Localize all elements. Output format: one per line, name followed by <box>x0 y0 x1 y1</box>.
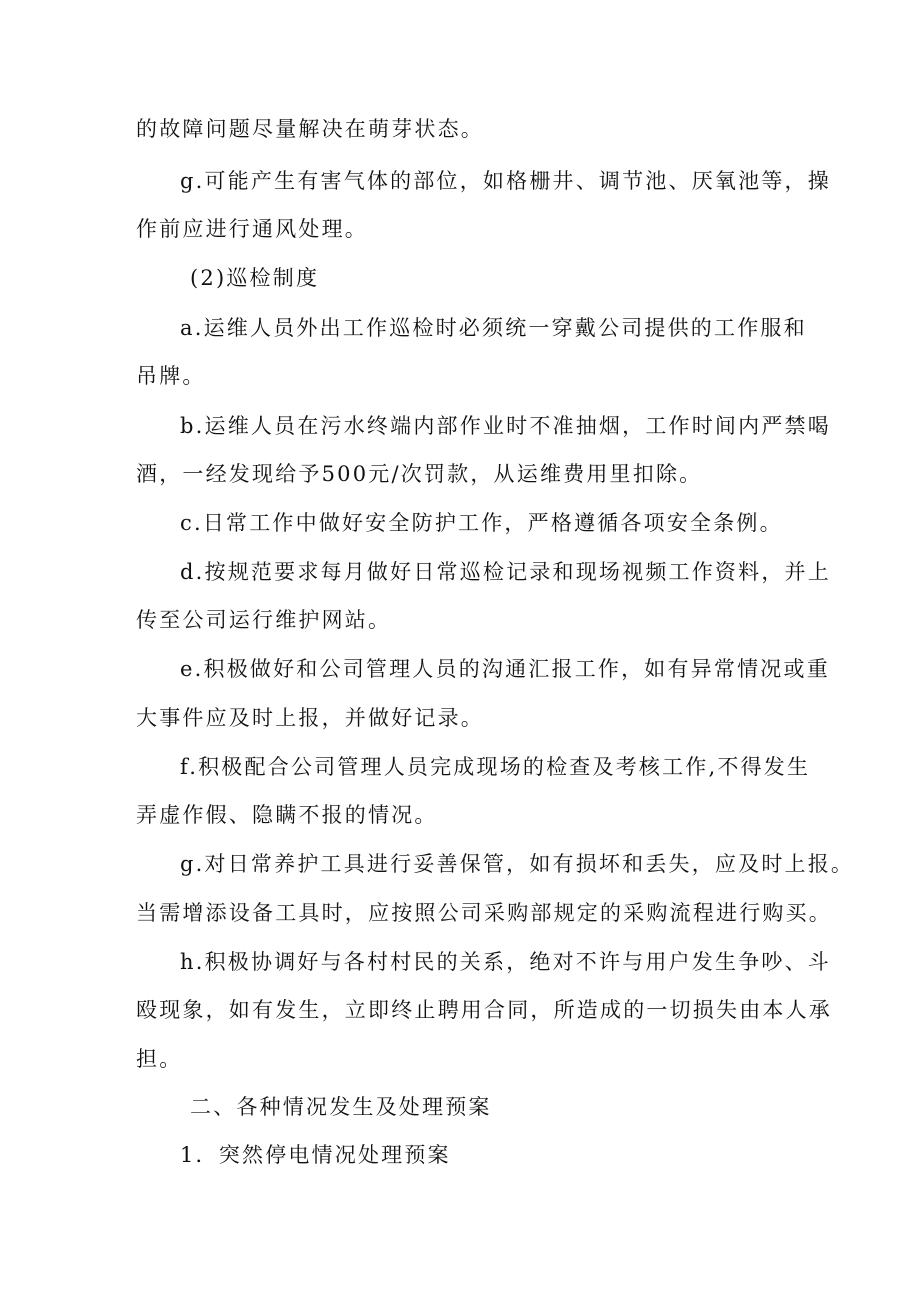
text-line: 酒，一经发现给予500元/次罚款，从运维费用里扣除。 <box>136 462 703 486</box>
text-line: 大事件应及时上报，并做好记录。 <box>136 706 484 730</box>
text-line: 当需增添设备工具时，应按照公司采购部规定的采购流程进行购买。 <box>136 901 832 925</box>
section-heading: 二、各种情况发生及处理预案 <box>190 1095 492 1119</box>
text-line: d.按规范要求每月做好日常巡检记录和现场视频工作资料，并上 <box>180 560 831 584</box>
text-line: c.日常工作中做好安全防护工作，严格遵循各项安全条例。 <box>180 511 783 535</box>
text-line: 担。 <box>136 1047 183 1071</box>
text-line: 弄虚作假、隐瞒不报的情况。 <box>136 803 438 827</box>
text-line: 的故障问题尽量解决在萌芽状态。 <box>136 117 484 141</box>
text-line: 作前应进行通风处理。 <box>136 217 368 241</box>
section-heading: 1．突然停电情况处理预案 <box>180 1143 451 1167</box>
text-line: 传至公司运行维护网站。 <box>136 608 392 632</box>
text-line: 吊牌。 <box>136 364 206 388</box>
text-line: e.积极做好和公司管理人员的沟通汇报工作，如有异常情况或重 <box>180 657 830 681</box>
text-line: h.积极协调好与各村村民的关系，绝对不许与用户发生争吵、斗 <box>180 950 831 974</box>
text-line: 殴现象，如有发生，立即终止聘用合同，所造成的一切损失由本人承 <box>136 998 832 1022</box>
text-line: f.积极配合公司管理人员完成现场的检查及考核工作,不得发生 <box>180 755 811 779</box>
text-line: b.运维人员在污水终端内部作业时不准抽烟，工作时间内严禁喝 <box>180 414 831 438</box>
text-line: a.运维人员外出工作巡检时必须统一穿戴公司提供的工作服和 <box>180 316 807 340</box>
section-heading: (2)巡检制度 <box>190 266 320 290</box>
text-line: g.对日常养护工具进行妥善保管，如有损坏和丢失，应及时上报。 <box>180 852 855 876</box>
text-line: g.可能产生有害气体的部位，如格栅井、调节池、厌氧池等，操 <box>180 169 831 193</box>
